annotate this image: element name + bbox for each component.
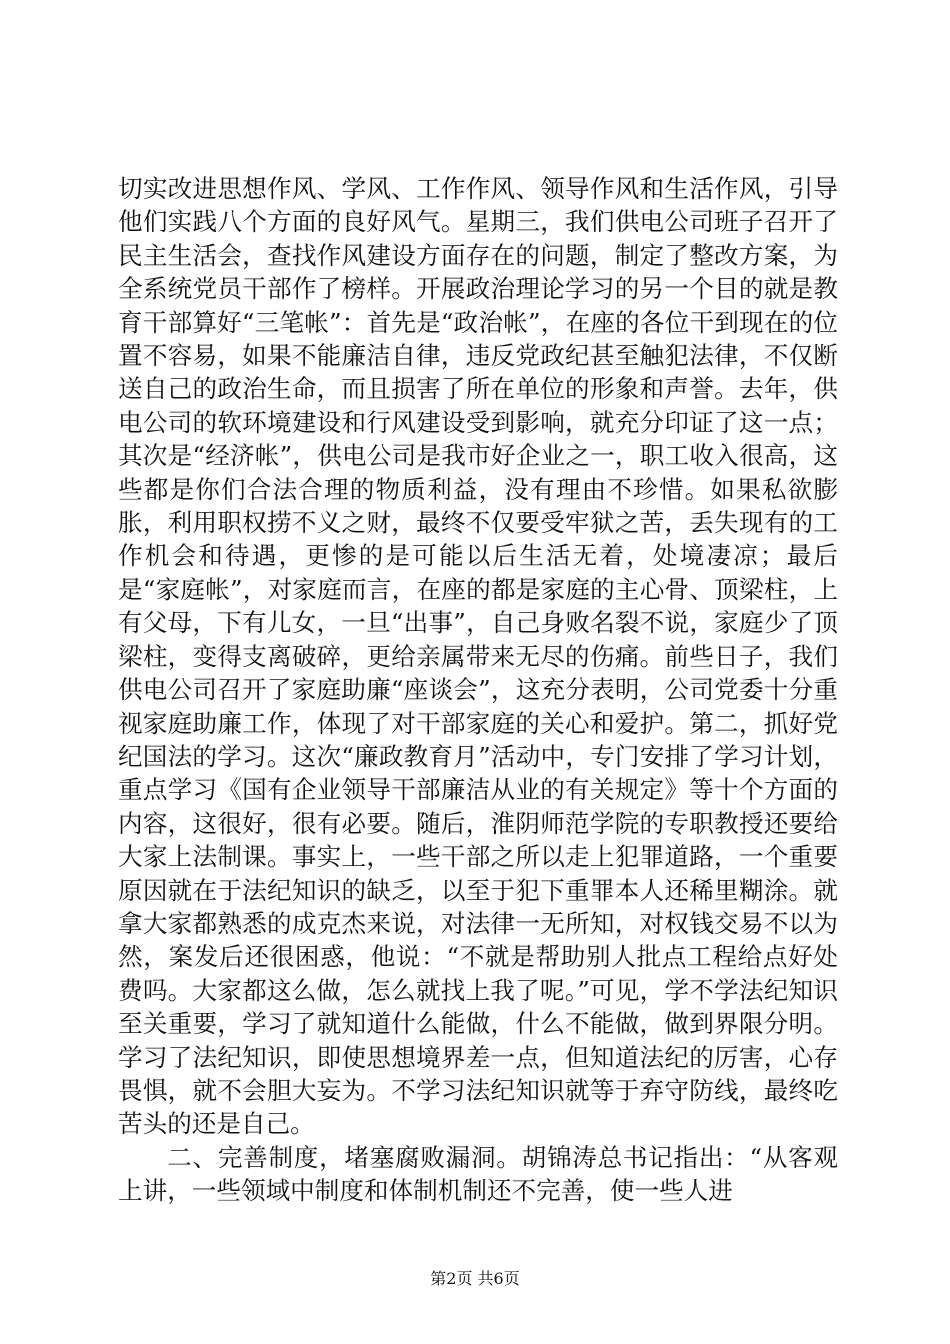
document-body <box>118 172 838 1208</box>
paragraph-continued: 切实改进思想作风、学风、工作作风、领导作风和生活作风，引导他们实践八个方面的良好风气。星期三，我们供电公司班子召开了民主生活会，查找作风建设方面存在的问题，制定了整改方案，为全系统党员干部作了榜样。开展政治理论学习的另一个目的就是教育干部算好“三笔帐”：首先是“政治帐”，在座的各位干到现在的位置不容易，如果不能廉洁自律，违反党政纪甚至触犯法律，不仅断送自己的政治生命，而且损害了所在单位的形象和声誉。去年，供电公司的软环境建设和行风建设受到影响，就充分印证了这一点；其次是“经济帐”，供电公司是我市好企业之一，职工收入很高，这些都是你们合法合理的物质利益，没有理由不珍惜。如果私欲膨胀，利用职权捞不义之财，最终不仅要受牢狱之苦，丢失现有的工作机会和待遇，更惨的是可能以后生活无着，处境凄凉；最后是“家庭帐”，对家庭而言，在座的都是家庭的主心骨、顶梁柱，上有父母，下有儿女，一旦“出事”，自己身败名裂不说，家庭少了顶梁柱，变得支离破碎，更给亲属带来无尽的伤痛。前些日子，我们供电公司召开了家庭助廉“座谈会”，这充分表明，公司党委十分重视家庭助廉工作，体现了对干部家庭的关心和爱护。第二，抓好党纪国法的学习。这次“廉政教育月”活动中，专门安排了学习计划，重点学习《国有企业领导干部廉洁从业的有关规定》等十个方面的内容，这很好，很有必要。随后，淮阴师范学院的专职教授还要给大家上法制课。事实上，一些干部之所以走上犯罪道路，一个重要原因就在于法纪知识的缺乏，以至于犯下重罪本人还稀里糊涂。就拿大家都熟悉的成克杰来说，对法律一无所知，对权钱交易不以为然，案发后还很困惑，他说：“不就是帮助别人批点工程给点好处费吗。大家都这么做，怎么就找上我了呢。”可见，学不学法纪知识至关重要，学习了就知道什么能做，什么不能做，做到界限分明。学习了法纪知识，即使思想境界差一点，但知道法纪的厉害，心存畏惧，就不会胆大妄为。不学习法纪知识就等于弃守防线，最终吃苦头的还是自己。 <box>118 174 838 1139</box>
page-footer: 第2页 共6页 <box>430 1269 520 1288</box>
paragraph-section-two: 二、完善制度，堵塞腐败漏洞。胡锦涛总书记指出：“从客观上讲，一些领域中制度和体制机制还不完善，使一些人进 <box>118 1142 838 1206</box>
